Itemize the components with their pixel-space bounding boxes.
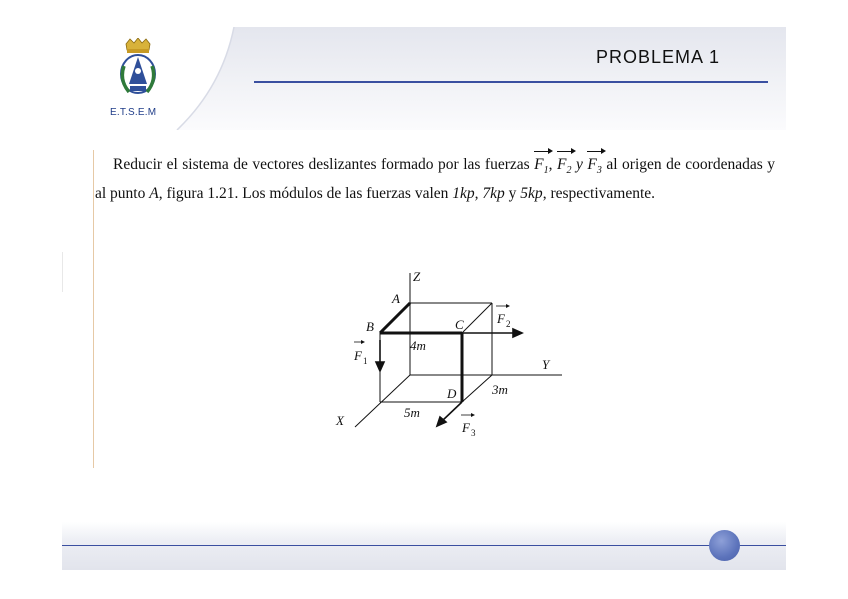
box-top-right bbox=[462, 303, 492, 333]
statement-part-5: , respectivamente. bbox=[542, 185, 656, 203]
x-axis bbox=[355, 375, 410, 427]
dim-4m: 4m bbox=[410, 338, 426, 353]
left-accent-line bbox=[93, 150, 94, 468]
force-diagram bbox=[330, 265, 570, 450]
logo-text: E.T.S.E.M bbox=[110, 107, 157, 118]
magnitudes-1: 1kp, 7kp bbox=[452, 185, 505, 203]
dim-5m: 5m bbox=[404, 405, 420, 420]
footer-circle-ornament bbox=[709, 530, 740, 561]
statement-part-4: y bbox=[504, 185, 521, 203]
svg-text:2: 2 bbox=[506, 319, 511, 329]
svg-text:F: F bbox=[354, 348, 362, 363]
dim-3m: 3m bbox=[492, 382, 508, 397]
svg-text:1: 1 bbox=[363, 356, 368, 366]
svg-text:F: F bbox=[497, 311, 505, 326]
label-d: D bbox=[447, 386, 457, 401]
footer-band bbox=[62, 522, 786, 570]
magnitude-3: 5kp bbox=[520, 185, 543, 203]
edge-ab bbox=[380, 303, 410, 333]
statement-part-2: al origen de coordenadas y al punto bbox=[95, 156, 775, 203]
label-a: A bbox=[392, 291, 400, 306]
label-z: Z bbox=[413, 269, 421, 284]
label-f3 bbox=[461, 413, 476, 438]
vector-f3: $F_3$ bbox=[587, 153, 601, 182]
footer-rule bbox=[62, 545, 786, 546]
statement-part-1: Reducir el sistema de vectores deslizantes formado por las fuerzas bbox=[113, 156, 535, 173]
statement-conj: y bbox=[571, 156, 588, 173]
title-underline bbox=[254, 81, 768, 83]
label-c: C bbox=[455, 317, 464, 332]
label-b: B bbox=[366, 319, 374, 334]
left-side-tick bbox=[62, 252, 63, 292]
point-a-ref: A bbox=[149, 185, 159, 203]
svg-text:3: 3 bbox=[471, 428, 476, 438]
label-f2 bbox=[496, 304, 511, 329]
slide-title: PROBLEMA 1 bbox=[596, 47, 721, 67]
box-bottom-right bbox=[462, 375, 492, 402]
problem-statement bbox=[95, 153, 775, 205]
statement-sep: , bbox=[548, 156, 558, 173]
label-f1 bbox=[353, 340, 368, 366]
school-crest-logo bbox=[112, 38, 164, 102]
svg-text:F: F bbox=[462, 420, 470, 435]
vector-f2: $F_2$ bbox=[557, 153, 571, 182]
label-y: Y bbox=[542, 357, 550, 372]
statement-part-3: , figura 1.21. Los módulos de las fuerzas valen bbox=[158, 185, 453, 203]
force-f3-arrow bbox=[442, 402, 462, 421]
label-x: X bbox=[336, 413, 344, 428]
vector-f1: $F_1$ bbox=[534, 153, 548, 182]
